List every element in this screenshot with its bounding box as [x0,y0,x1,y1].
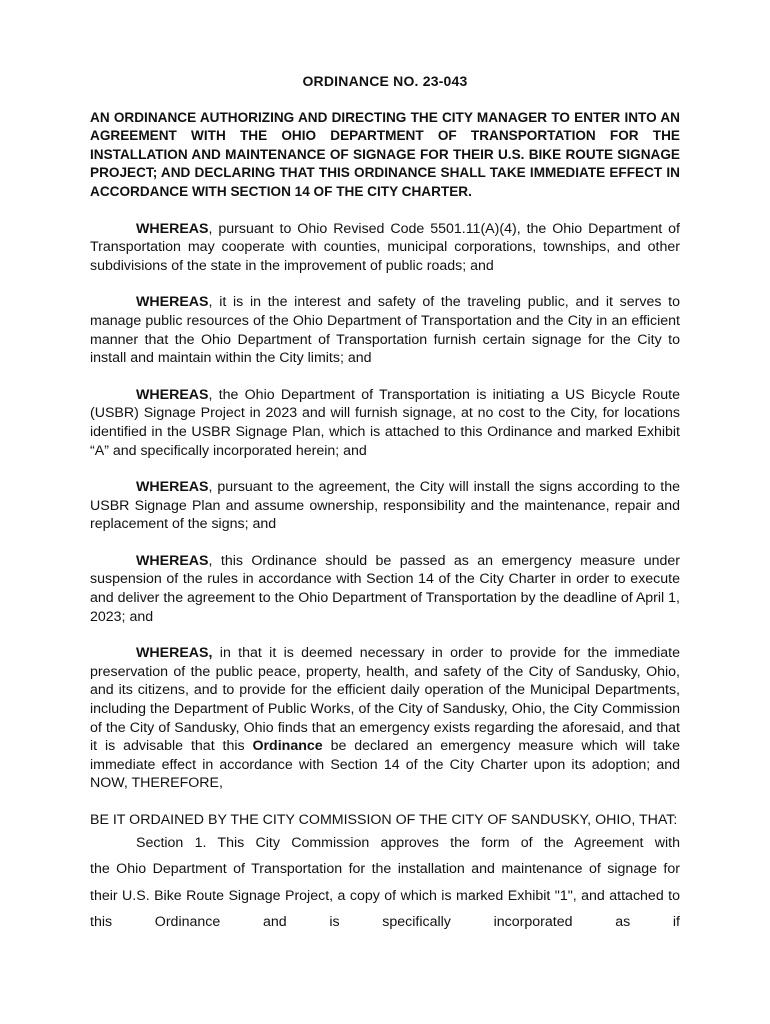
section-1 [90,830,680,936]
ordinance-caption: AN ORDINANCE AUTHORIZING AND DIRECTING THE CITY MANAGER TO ENTER INTO AN AGREEMENT WITH THE OHIO DEPARTMENT OF TRANSPORTATION FOR THE INSTALLATION AND MAINTENANCE OF SIGNAGE FOR THEIR U.S. BIKE ROUTE SIGNAGE PROJECT; AND DECLARING THAT THIS ORDINANCE SHALL TAKE IMMEDIATE EFFECT IN ACCORDANCE WITH SECTION 14 OF THE CITY CHARTER. [90,109,680,199]
bold-ordinance-word: Ordinance [252,738,323,755]
whereas-paragraph [90,552,680,626]
whereas-paragraph [90,220,680,276]
whereas-paragraph [90,478,680,534]
whereas-text: in that it is deemed necessary in order to provide for the immediate preservation of the public peace, property, health, and safety of the City of Sandusky, Ohio, and its citizens, and to provide for the efficient daily operation of the Municipal Departments, including the Department of Public Works, of the City of Sandusky, Ohio, the City Commission of the City of Sandusky, Ohio finds that an emergency exists regarding the aforesaid, and that it is advisable that this [90,645,680,755]
whereas-label: WHEREAS [136,386,209,403]
whereas-label: WHEREAS [136,294,209,311]
whereas-paragraph [90,386,680,460]
whereas-text: , the Ohio Department of Transportation is initiating a US Bicycle Route (USBR) Signage Project in 2023 and will furnish signage, at no cost to the City, for locations identified in the USBR Signage Plan, which is attached to this Ordinance and marked Exhibit “A” and specifically incorporated herein; and [90,386,680,459]
ordinance-body [90,72,680,936]
whereas-label: WHEREAS [136,552,209,569]
whereas-label: WHEREAS, [136,645,213,662]
whereas-label: WHEREAS [136,220,209,237]
whereas-text: , this Ordinance should be passed as an emergency measure under suspension of the rules in accordance with Section 14 of the City Charter in order to execute and deliver the agreement to the Ohio Department of Transportation by the deadline of April 1, 2023; and [90,552,680,625]
whereas-text: , it is in the interest and safety of the traveling public, and it serves to manage public resources of the Ohio Department of Transportation and the City in an efficient manner that the Ohio Department of Transportation furnish certain signage for the City to install and maintain within the City limits; and [90,294,680,367]
whereas-paragraph-emergency [90,644,680,793]
whereas-text: , pursuant to the agreement, the City will install the signs according to the USBR Signage Plan and assume ownership, responsibility and the maintenance, repair and replacement of the signs; and [90,479,680,533]
whereas-paragraph [90,293,680,367]
section-1-text: the Ohio Department of Transportation for the installation and maintenance of signage for their U.S. Bike Route Signage Project, a copy of which is marked Exhibit "1", and attached to this Ordinance and is specifically incorporated as if [90,861,680,931]
ordinance-title: ORDINANCE NO. 23-043 [302,73,468,89]
section-1-first-line: Section 1. This City Commission approves the form of the Agreement with [136,834,680,851]
whereas-text: , pursuant to Ohio Revised Code 5501.11(A)(4), the Ohio Department of Transportation may cooperate with counties, municipal corporations, townships, and other subdivisions of the state in the improvement of public roads; and [90,220,680,274]
whereas-label: WHEREAS [136,479,209,496]
resolve-clause: BE IT ORDAINED BY THE CITY COMMISSION OF THE CITY OF SANDUSKY, OHIO, THAT: [90,812,678,828]
whereas-text-end: be declared an emergency measure which will take immediate effect in accordance with Section 14 of the City Charter upon its adoption; and NOW, THEREFORE, [90,738,680,792]
